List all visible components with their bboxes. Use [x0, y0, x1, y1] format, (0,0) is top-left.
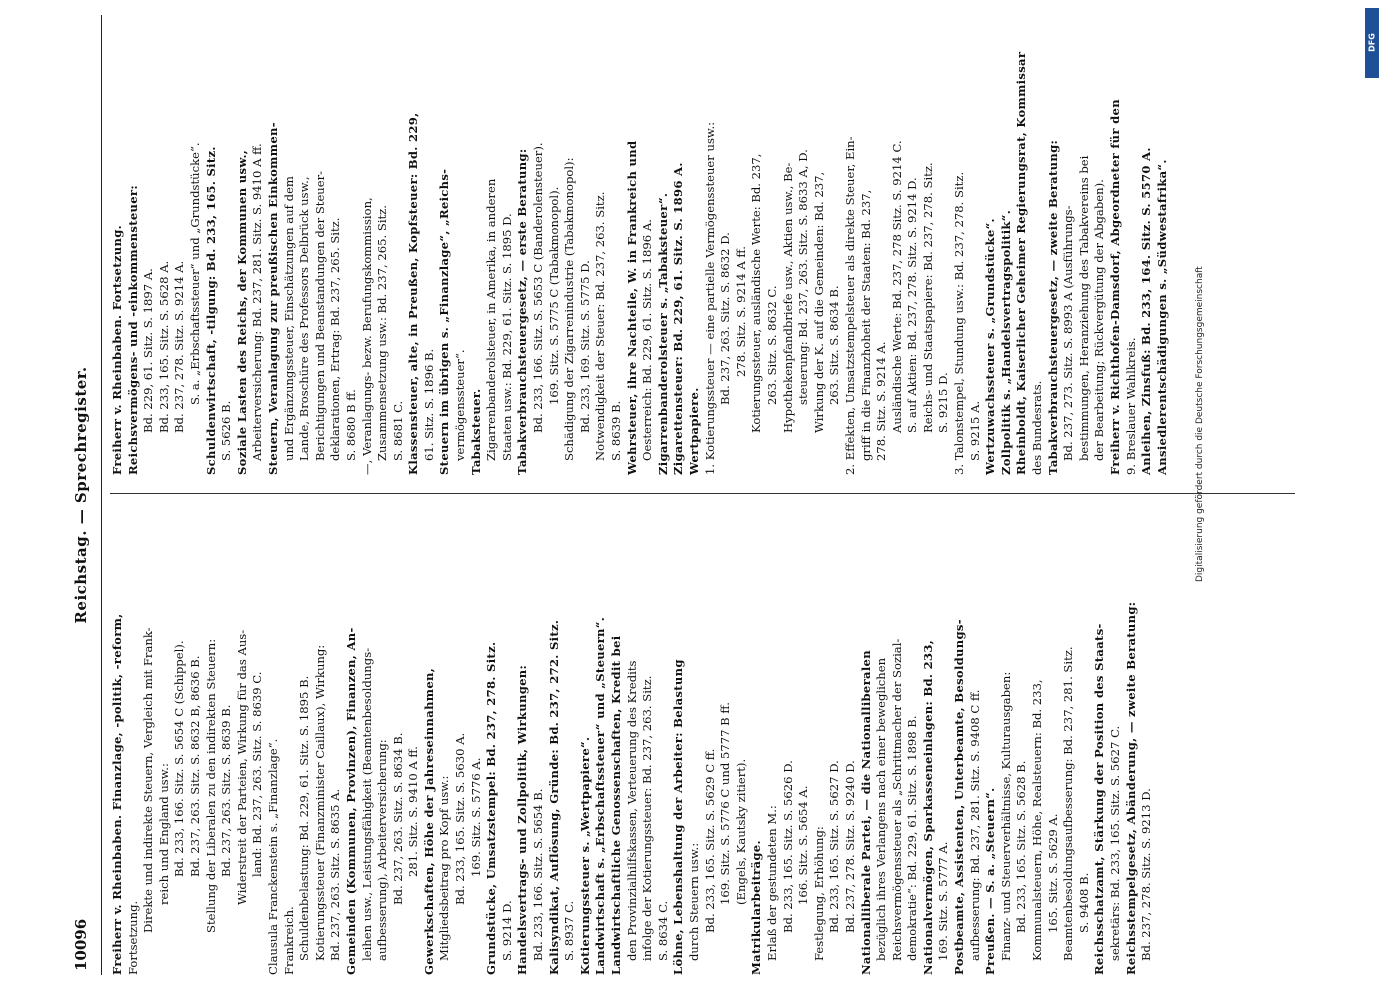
right-column-line: 1. Kotierungssteuer — eine partielle Vermögenssteuer usw.: [702, 121, 717, 475]
left-column-line: Bd. 237, 263. Sitz. S. 8632 B, 8636 B. [187, 655, 202, 877]
right-column-line: Tabakverbrauchsteuergesetz, — zweite Beratung: [1045, 139, 1060, 475]
right-column-line: Kotierungssteuer, ausländische Werte: Bd. 237, [749, 153, 764, 433]
left-column-line: Bd. 233, 165. Sitz. S. 5627 D. [827, 760, 842, 933]
right-column-line: S. 9215 A. [967, 400, 982, 461]
left-column-line: Bd. 233, 165. Sitz. S. 5630 A. [453, 732, 468, 905]
right-column-line: Bd. 237, 263. Sitz. S. 8632 D. [718, 232, 733, 405]
right-column-line: Staaten usw.: Bd. 229, 61. Sitz. S. 1895 D. [499, 213, 514, 461]
right-column-line: S. 8639 B. [609, 400, 623, 461]
right-column-line: Schädigung der Zigarrenindustrie (Tabakmonopol): [562, 157, 577, 461]
left-column-line: Nationalliberale Partei, — die Nationalliberalen [858, 650, 873, 975]
right-column-line: Lande, Broschüre des Professors Delbrück usw., [297, 176, 312, 461]
left-column-line: Reichsstempelgesetz, Abänderung, — zweite Beratung: [1123, 601, 1138, 975]
right-column-line: und Ergänzungssteuer, Einschätzungen auf dem [281, 176, 296, 461]
left-column-line: Reichsschatzamt, Stärkung der Position des Staats- [1092, 623, 1107, 975]
right-column-line: Bd. 229, 61. Sitz. S. 1897 A. [141, 268, 156, 433]
left-column-line: Bd. 233, 166. Sitz. S. 5654 B. [531, 788, 546, 961]
right-column-line: Bd. 233, 165. Sitz. S. 5628 A. [156, 260, 171, 433]
right-column-line: S. auf Aktien: Bd. 237, 278. Sitz. S. 9214 D. [905, 177, 920, 433]
right-column-line: des Bundesrats. [1030, 380, 1045, 475]
left-column-line: Bd. 233, 165. Sitz. S. 5629 C ff. [702, 748, 717, 933]
right-column-line: Bd. 233, 169. Sitz. S. 5775 D. [577, 260, 592, 433]
right-column-line: Notwendigkeit der Steuer: Bd. 237, 263. Sitz. [593, 191, 608, 461]
left-column-line: S. 8634 C. [655, 900, 670, 961]
left-column-line: Clausula Franckenstein s. „Finanzlage“. [265, 738, 280, 975]
left-column-line: Frankreich. [281, 906, 296, 975]
right-column-line: Zigarrenbanderolsteuer s. „Tabaksteuer“. [655, 192, 670, 475]
right-column-line: Freiherr v. Richthofen-Damsdorf, Abgeordneter für den [1108, 99, 1122, 475]
left-column-line: land: Bd. 237, 263. Sitz. S. 8639 C. [250, 671, 265, 877]
left-column-line: leihen usw., Leistungsfähigkeit (Beamtenbesoldungs- [359, 647, 374, 961]
right-column-line: Tabaksteuer. [468, 388, 483, 475]
right-column-line: Tabakverbrauchsteuergesetz, — erste Beratung: [515, 148, 530, 475]
left-column-line: S. 9408 B. [1076, 872, 1091, 933]
right-column-line: 61. Sitz. S. 1896 B. [421, 348, 436, 461]
left-column-line: Bd. 233, 166. Sitz. S. 5654 C (Schippel). [172, 640, 187, 877]
left-column-line: Postbeamte, Assistenten, Unterbeamte, Besoldungs- [952, 619, 967, 975]
left-column-line: 169. Sitz. S. 5777 A. [936, 841, 951, 961]
left-column-line: den Provinzialhilfskassen, Verteuerung des Kredits [624, 660, 639, 961]
left-column-line: Bd. 237, 263. Sitz. S. 8639 B. [219, 704, 234, 877]
right-column-line: Steuern, Veranlagung zur preußischen Einkommen- [265, 122, 280, 475]
left-column-line: Bd. 237, 278. Sitz. S. 9240 D. [842, 760, 857, 933]
left-column-line: Fortsetzung. [125, 900, 140, 975]
right-column-line: 278. Sitz. S. 9214 A ff. [733, 246, 748, 377]
right-column-line: Wehrsteuer, ihre Nachteile, W. in Frankreich und [624, 140, 639, 475]
right-column-line: Ausländische Werte: Bd. 237, 278 Sitz. S. 9214 C. [889, 140, 904, 433]
page-header [70, 15, 100, 975]
left-column-line: 169. Sitz. S. 5776 C und 5777 B ff. [718, 702, 733, 905]
left-column-line: S. 9214 D. [499, 900, 514, 961]
left-column-line: sekretärs: Bd. 233, 165. Sitz. S. 5627 C. [1108, 725, 1122, 961]
left-column-line: Grundstücke, Umsatzstempel: Bd. 237, 278. Sitz. [484, 641, 499, 975]
right-column-line: Schuldenwirtschaft, -tilgung: Bd. 233, 165. Sitz. [203, 146, 218, 475]
left-column-line: Schuldenbelastung: Bd. 229, 61. Sitz. S. 1895 B. [297, 675, 312, 961]
right-column-line: —, Veranlagungs- bezw. Berufungskommission, [359, 197, 374, 475]
right-column-line: Steuern im übrigen s. „Finanzlage“, „Reichs- [437, 168, 452, 475]
left-column-line: Kotierungssteuer s. „Wertpapiere“. [577, 736, 592, 975]
left-column-line: S. 8937 C. [562, 900, 577, 961]
left-column-line: Reichsvermögenssteuer als „Schrittmacher der Sozial- [889, 638, 904, 961]
right-column-line: Ansiedlerentschädigungen s. „Südwestafrika“. [1154, 159, 1169, 475]
right-column-line: S. a. „Erbschaftssteuer“ und „Grundstücke“. [187, 142, 202, 405]
left-column-line: Kalisyndikat, Auflösung, Gründe: Bd. 237, 272. Sitz. [546, 619, 561, 975]
right-column-line: Bd. 237, 273. Sitz. S. 8993 A (Ausführungs- [1061, 205, 1076, 461]
left-column-line: Gemeinden (Kommunen, Provinzen), Finanzen, An- [343, 627, 358, 975]
right-column-line: Zigarettensteuer: Bd. 229, 61. Sitz. S. 1896 A. [671, 162, 686, 475]
right-column-line: vermögenssteuer“. [453, 349, 468, 461]
page-title: Reichstag. — Sprechregister. [72, 366, 90, 624]
right-column-line: Freiherr v. Rheinbaben. Fortsetzung. [110, 225, 124, 475]
right-column-line: Hypothekenpfandbriefe usw., Aktien usw., Be- [780, 162, 795, 433]
left-column-line: Matrikularbeiträge. [749, 840, 764, 975]
left-column-line: reich und England usw.: [156, 763, 171, 905]
left-column-line: Preußen. — S. a. „Steuern“. [983, 787, 998, 975]
right-column-line: S. 9215 D. [936, 372, 951, 433]
left-column-line: 166. Sitz. S. 5654 A. [796, 785, 811, 905]
right-column-line: Berichtigungen und Beanstandungen der Steuer- [312, 170, 327, 461]
right-column-line: 3. Talonstempel, Stundung usw.: Bd. 237, 278. Sitz. [952, 171, 967, 475]
left-column-line: aufbesserung: Bd. 237, 281. Sitz. S. 9408 C ff. [967, 689, 982, 961]
dfg-logo: DFG [1365, 8, 1379, 78]
right-column-line: 2. Effekten, Umsatzstempelsteuer als direkte Steuer, Ein- [842, 136, 857, 475]
rotated-page [70, 15, 1300, 975]
page-number: 10096 [72, 918, 90, 971]
left-column-line: 281. Sitz. S. 9410 A ff. [406, 746, 421, 877]
right-column-line: Rheinboldt, Kaiserlicher Geheimer Regierungsrat, Kommissar [1014, 51, 1029, 475]
left-column-line: 169. Sitz. S. 5776 A. [468, 757, 483, 877]
left-column-line: Gewerkschaften, Höhe der Jahreseinnahmen, [421, 667, 436, 975]
left-column-line: Freiherr v. Rheinbaben. Finanzlage, -politik, -reform, [110, 613, 124, 975]
right-column-line: Wertzuwachssteuer s. „Grundstücke“. [983, 218, 998, 475]
left-column-line: Mitgliedsbeitrag pro Kopf usw.: [437, 775, 452, 961]
right-column-line: Oesterreich: Bd. 229, 61. Sitz. S. 1896 A. [640, 219, 655, 461]
right-column-line: 278. Sitz. S. 9214 A. [874, 341, 889, 461]
left-column-line: Festlegung, Erhöhung: [811, 826, 826, 961]
right-column-line: griff in die Finanzhoheit der Staaten: Bd. 237, [858, 189, 873, 461]
right-column-line: Zigarrenbanderolsteuer, in Amerika, in anderen [484, 178, 499, 461]
right-column-line: S. 8681 C. [390, 400, 405, 461]
left-column-line: demokratie“: Bd. 229, 61. Sitz. S. 1898 B. [905, 715, 920, 961]
right-column-line: 169. Sitz. S. 5775 C (Tabakmonopol). [546, 186, 561, 405]
left-column-line: Kotierungssteuer (Finanzminister Caillaux), Wirkung: [312, 644, 327, 961]
right-column-line: Bd. 233, 166. Sitz. S. 5653 C (Banderolensteuer). [531, 142, 546, 433]
left-column-line: Bd. 237, 278. Sitz. S. 9213 D. [1139, 788, 1154, 961]
left-column-line: Handelsvertrags- und Zollpolitik, Wirkungen: [515, 664, 530, 975]
right-column-line: 9. Breslauer Wahlkreis. [1123, 337, 1138, 475]
digitization-note: Digitalisierung gefördert durch die Deutsche Forschungsgemeinschaft [1195, 266, 1205, 582]
column-divider [110, 493, 1295, 494]
left-column-line: Kommunalsteuern, Höhe, Realsteuern: Bd. 233, [1030, 679, 1045, 961]
right-column-line: 263. Sitz. S. 8632 C. [764, 285, 779, 405]
left-column-line: durch Steuern usw.: [686, 842, 701, 961]
right-column-line: S. 8680 B ff. [343, 389, 358, 461]
right-column-line: Arbeiterversicherung: Bd. 237, 281. Sitz. S. 9410 A ff. [250, 143, 265, 461]
left-column-line: Bd. 233, 165. Sitz. S. 5626 D. [780, 760, 795, 933]
right-column-line: Wertpapiere. [686, 387, 701, 475]
left-column-line: Erlaß der gestundeten M.: [764, 805, 779, 961]
left-column-line: infolge der Kotierungssteuer: Bd. 237, 263. Sitz. [640, 675, 655, 961]
right-column [110, 15, 1170, 475]
left-column-line: Landwirtschaftliche Genossenschaften, Kredit bei [609, 635, 623, 975]
left-column-line: Beamtenbesoldungsaufbesserung: Bd. 237, 281. Sitz. [1061, 646, 1076, 961]
left-column-line: Direkte und indirekte Steuern, Vergleich mit Frank- [141, 627, 156, 933]
left-column-line: Bd. 233, 165. Sitz. S. 5628 B. [1014, 760, 1029, 933]
left-column [110, 515, 1155, 975]
right-column-line: deklarationen, Ertrag: Bd. 237, 265. Sitz. [328, 217, 343, 461]
left-column-line: Löhne, Lebenshaltung der Arbeiter: Belastung [671, 659, 686, 975]
right-column-line: Reichs- und Staatspapiere: Bd. 237, 278. Sitz. [920, 162, 935, 433]
right-column-line: Klassensteuer, alte, in Preußen, Kopfsteuer: Bd. 229, [406, 112, 421, 475]
right-column-line: steuerung: Bd. 237, 263. Sitz. S. 8633 A, D. [796, 149, 811, 405]
right-column-line: 263. Sitz. S. 8634 B. [827, 285, 842, 405]
left-column-line: Stellung der Liberalen zu den indirekten Steuern: [203, 638, 218, 933]
left-column-line: Nationalvermögen, Sparkasseneinlagen: Bd. 233, [920, 639, 935, 975]
left-column-line: aufbesserung), Arbeiterversicherung: [375, 739, 390, 961]
left-column-line: Finanz- und Steuerverhältnisse, Kulturausgaben: [998, 671, 1013, 961]
left-column-line: Landwirtschaft s. „Erbschaftssteuer“ und „Steuern“. [593, 616, 608, 975]
left-column-line: bezüglich ihres Verlangens nach einer beweglichen [874, 657, 889, 961]
right-column-line: bestimmungen, Heranziehung des Tabakvereins bei [1076, 155, 1091, 461]
right-column-line: Reichsvermögens- und -einkommensteuer: [125, 185, 140, 475]
right-column-line: Soziale Lasten des Reichs, der Kommunen usw., [234, 149, 249, 475]
left-column-line: (Engels, Kautsky zitiert). [733, 758, 748, 905]
header-rule [101, 15, 102, 975]
right-column-line: der Bearbeitung; Rückvergütung der Abgaben). [1092, 179, 1107, 461]
right-column-line: Wirkung der K. auf die Gemeinden: Bd. 237, [811, 171, 826, 433]
right-column-line: Bd. 237, 278. Sitz. S. 9214 A. [172, 260, 187, 433]
right-column-line: S. 5626 B. [219, 400, 234, 461]
right-column-line: Anleihen, Zinsfuß: Bd. 233, 164. Sitz. S. 5570 A. [1139, 147, 1154, 475]
left-column-line: Widerstreit der Parteien, Wirkung für das Aus- [234, 629, 249, 905]
left-column-line: 165. Sitz. S. 5629 A. [1045, 813, 1060, 933]
right-column-line: Zollpolitik s. „Handelsvertragspolitik“. [998, 209, 1013, 475]
right-column-line: Zusammensetzung usw.: Bd. 237, 265. Sitz. [375, 205, 390, 461]
left-column-line: Bd. 237, 263. Sitz. S. 8635 A. [328, 788, 343, 961]
left-column-line: Bd. 237, 263. Sitz. S. 8634 B. [390, 732, 405, 905]
